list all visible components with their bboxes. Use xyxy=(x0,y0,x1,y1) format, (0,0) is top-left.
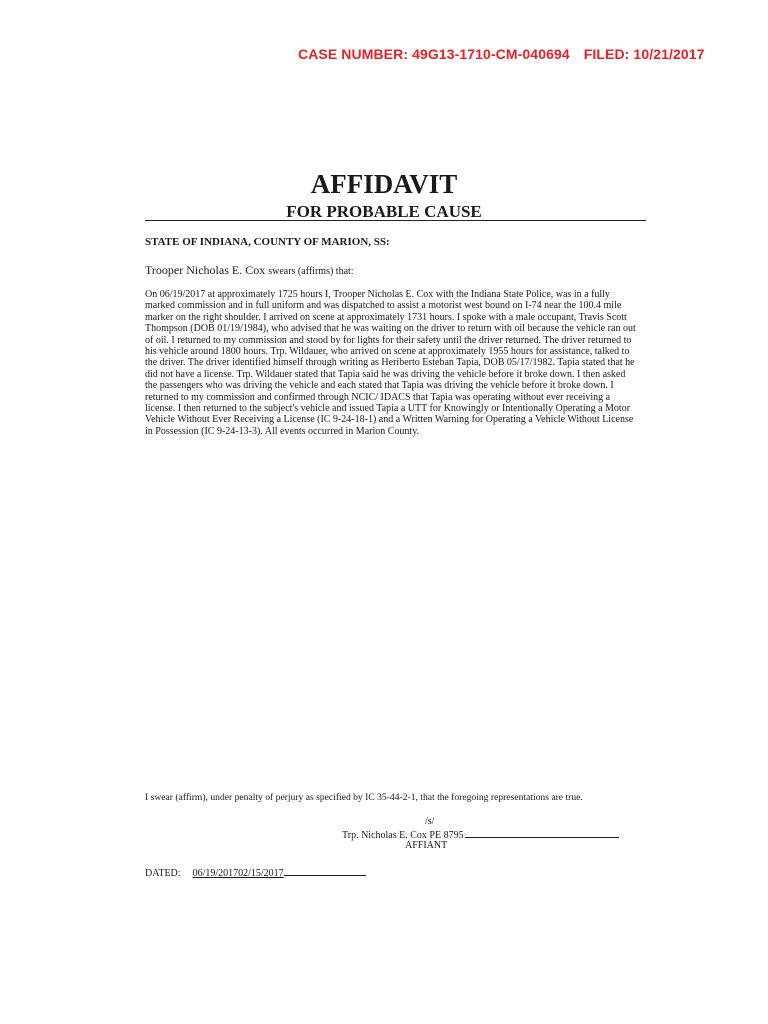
document-title: AFFIDAVIT xyxy=(310,169,458,199)
dated-label: DATED: xyxy=(145,868,181,879)
affiant-intro-name: Trooper Nicholas E. Cox xyxy=(145,263,266,277)
affiant-intro-suffix: swears (affirms) that: xyxy=(268,266,354,277)
case-number: CASE NUMBER: 49G13-1710-CM-040694 xyxy=(298,46,570,62)
dated-line xyxy=(145,866,366,879)
case-filing-header xyxy=(298,46,705,62)
signature-name: Trp. Nicholas E. Cox PE 8795 xyxy=(342,830,464,841)
title-divider xyxy=(145,220,646,221)
signature-line xyxy=(342,828,619,841)
oath-statement: I swear (affirm), under penalty of perjury as specified by IC 35-44-2-1, that the foregoing representations are true. xyxy=(145,792,583,803)
signature-mark: /s/ xyxy=(425,816,435,827)
signature-blank xyxy=(465,828,619,838)
dated-value: 06/19/201702/15/2017 xyxy=(192,868,284,879)
state-county-line: STATE OF INDIANA, COUNTY OF MARION, SS: xyxy=(145,236,390,248)
document-subtitle: FOR PROBABLE CAUSE xyxy=(286,202,482,221)
dated-blank xyxy=(284,866,366,876)
filed-date: FILED: 10/21/2017 xyxy=(583,46,705,62)
affiant-label: AFFIANT xyxy=(405,840,448,851)
affiant-intro xyxy=(145,263,354,278)
narrative-paragraph: On 06/19/2017 at approximately 1725 hours I, Trooper Nicholas E. Cox with the Indiana State Police, was in a fully marked commission and in full uniform and was dispatched to assist a motorist west bound on I-74 near the 100.4 mile marker on the right shoulder. I arrived on scene at approximately 1731 hours. I spoke with a male occupant, Travis Scott Thompson (DOB 01/19/1984), who advised that he was waiting on the driver to return with oil because the vehicle ran out of oil. I returned to my commission and stood by for lights for their safety until the driver returned. The driver returned to his vehicle around 1800 hours. Trp. Wildauer, who arrived on scene at approximately 1955 hours for assistance, talked to the driver. The driver identified himself through writing as Heriberto Esteban Tapia, DOB 05/17/1982. Tapia stated that he did not have a license. Trp. Wildauer stated that Tapia said he was driving the vehicle before it broke down. I then asked the passengers who was driving the vehicle and each stated that Tapia was driving the vehicle before it broke down. I returned to my commission and confirmed through NCIC/ IDACS that Tapia was operating without ever receiving a license. I then returned to the subject's vehicle and issued Tapia a UTT for Knowingly or Intentionally Operating a Motor Vehicle Without Ever Receiving a License (IC 9-24-18-1) and a Written Warning for Operating a Vehicle Without License in Possession (IC 9-24-13-3). All events occurred in Marion County. xyxy=(145,289,636,437)
